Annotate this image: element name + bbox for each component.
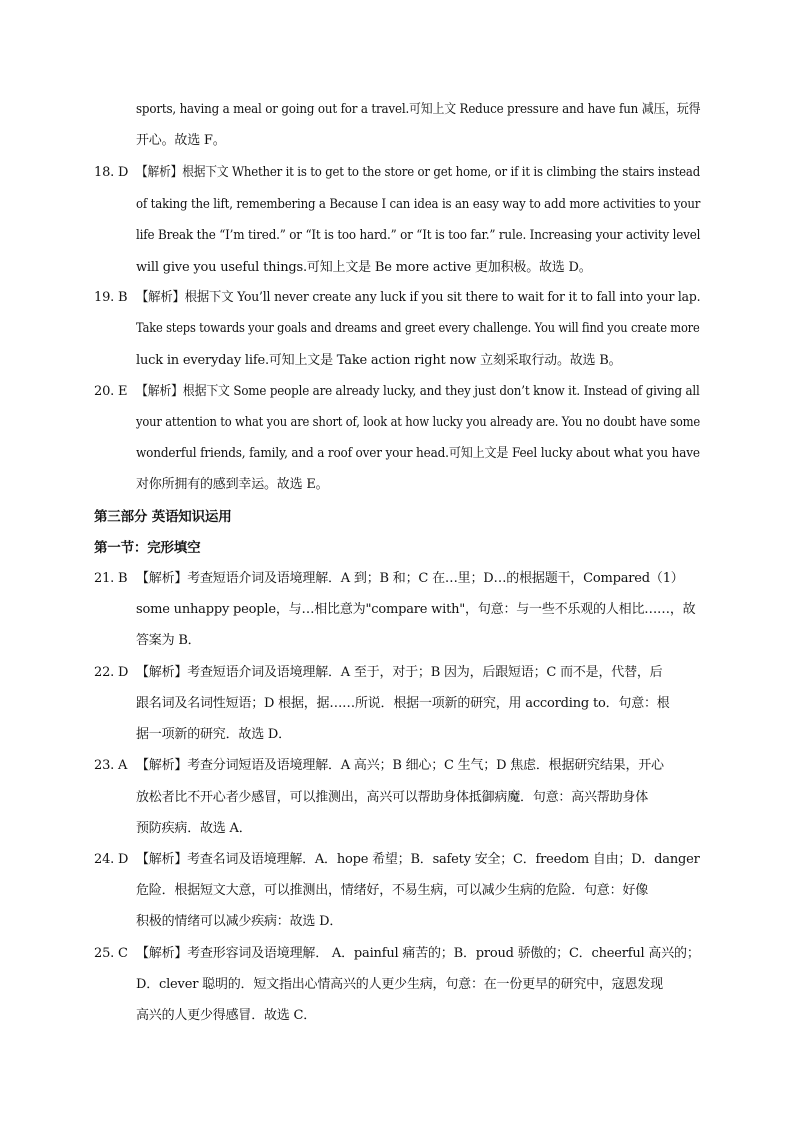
answer-number: 23. A bbox=[94, 758, 128, 773]
answer-number: 21. B bbox=[94, 571, 128, 586]
document-page: sports, having a meal or going out for a travel.可知上文 Reduce pressure and have fun 减压，玩得 开心。故选 F。 18. D 【解析】根据下文 Whether it is to get to the store or get home, or if it is climbing the stairs instead of taking the lift, remembering a Because I can idea is an easy way to add more activities to your life Break the “I’m tired.” or “It is too hard.” or “It is too far.” rule. Increasing your activity level will give you useful things.可知上文是 Be more active 更加积极。故选 D。 19. B 【解析】根据下文 You’ll never create any luck if you sit there to wait for it to fall into your lap. Take steps towards your goals and dreams and greet every challenge. You will find you create more luck in everyday life.可知上文是 Take action right now 立刻采取行动。故选 B。 20. E 【解析】根据下文 Some people are already lucky, and they just don’t know it. Instead of giving all your attention to what you are short of, look at how lucky you already are. You no doubt have some wonderful friends, family, and a roof over your head.可知上文是 Feel lucky about what you have 对你所拥有的感到幸运。故选 E。 第三部分 英语知识运用 第一节：完形填空 21. B 【解析】考查短语介词及语境理解．A 到；B 和；C 在…里；D…的根据题干，Compared（1） some unhappy people，与…相比意为"compare with"，句意：与一些不乐观的人相比……，故 答案为 B． 22. D 【解析】考查短语介词及语境理解．A 至于，对于；B 因为，后跟短语；C 而不是，代替，后 跟名词及名词性短语；D 根据，据……所说．根据一项新的研究，用 according to．句意：根 据一项新的研究．故选 D． 23. A 【解析】考查分词短语及语境理解．A 高兴；B 细心；C 生气；D 焦虑．根据研究结果，开心 放松者比不开心者少感冒，可以推测出，高兴可以帮助身体抵御病魔．句意：高兴帮助身体 预防疾病．故选 A． 24. D 【解析】考查名词及语境理解．A．hope 希望；B．safety 安全；C．freedom 自由；D．danger 危险．根据短文大意，可以推测出，情绪好，不易生病，可以减少生病的危险．句意：好像 积极的情绪可以减少疾病：故选 D． 25. C 【解析】考查形容词及语境理解． A．painful 痛苦的；B．proud 骄傲的；C．cheerful 高兴的； D．clever 聪明的．短文指出心情高兴的人更少生病，句意：在一份更早的研究中，寇恩发现 高兴的人更少得感冒．故选 C． bbox=[94, 102, 701, 1023]
answer-number: 25. C bbox=[94, 946, 128, 961]
answer-number: 24. D bbox=[94, 852, 129, 867]
answer-number: 19. B bbox=[94, 290, 128, 305]
answer-number: 20. E bbox=[94, 384, 128, 399]
answer-number: 18. D bbox=[94, 165, 129, 180]
answer-number: 22. D bbox=[94, 665, 129, 680]
